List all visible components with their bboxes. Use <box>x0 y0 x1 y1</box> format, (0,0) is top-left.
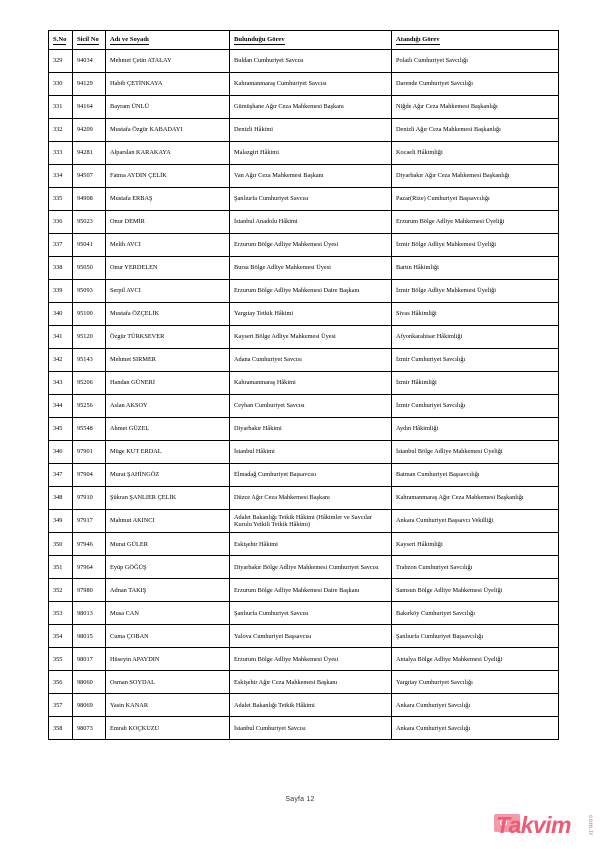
table-body <box>49 50 559 740</box>
table-row <box>49 648 559 671</box>
cell-ad: Adnan TAKIŞ <box>106 579 230 602</box>
cell-sno: 349 <box>49 510 73 533</box>
cell-sno: 344 <box>49 395 73 418</box>
cell-bulundu: Adalet Bakanlığı Tetkik Hâkimi (Hâkimler ve Savcılar Kurulu Yetkili Tetkik Hâkimi) <box>230 510 392 533</box>
cell-atandi: İzmir Hâkimliği <box>392 372 559 395</box>
table-row <box>49 73 559 96</box>
cell-ad: Ahmet GÜZEL <box>106 418 230 441</box>
appointments-table-container <box>48 30 558 740</box>
cell-sno: 346 <box>49 441 73 464</box>
cell-atandi: İstanbul Bölge Adliye Mahkemesi Üyeliği <box>392 441 559 464</box>
table-header <box>49 31 559 50</box>
cell-bulundu: Denizli Hâkimi <box>230 119 392 142</box>
cell-atandi: Sivas Hâkimliği <box>392 303 559 326</box>
cell-sicil: 94129 <box>73 73 106 96</box>
cell-sicil: 97917 <box>73 510 106 533</box>
cell-sno: 335 <box>49 188 73 211</box>
cell-atandi: Şanlıurfa Cumhuriyet Başsavcılığı <box>392 625 559 648</box>
cell-bulundu: Adana Cumhuriyet Savcısı <box>230 349 392 372</box>
cell-ad: Musa CAN <box>106 602 230 625</box>
cell-sicil: 97964 <box>73 556 106 579</box>
cell-sicil: 94507 <box>73 165 106 188</box>
cell-bulundu: Erzurum Bölge Adliye Mahkemesi Üyesi <box>230 234 392 257</box>
cell-atandi: Ankara Cumhuriyet Savcılığı <box>392 694 559 717</box>
page-footer <box>0 796 600 803</box>
cell-sno: 342 <box>49 349 73 372</box>
cell-atandi: Kayseri Hâkimliği <box>392 533 559 556</box>
watermark-logo <box>494 812 594 845</box>
cell-atandi: Darende Cumhuriyet Savcılığı <box>392 73 559 96</box>
cell-atandi: Denizli Ağır Ceza Mahkemesi Başkanlığı <box>392 119 559 142</box>
table-row <box>49 211 559 234</box>
cell-bulundu: Van Ağır Ceza Mahkemesi Başkanı <box>230 165 392 188</box>
cell-ad: Onur DEMİR <box>106 211 230 234</box>
cell-atandi: Samsun Bölge Adliye Mahkemesi Üyeliği <box>392 579 559 602</box>
cell-sicil: 97901 <box>73 441 106 464</box>
cell-bulundu: Yargıtay Tetkik Hâkimi <box>230 303 392 326</box>
cell-atandi: Bartın Hâkimliği <box>392 257 559 280</box>
cell-sno: 339 <box>49 280 73 303</box>
page-number-label: Sayfa 12 <box>285 796 315 803</box>
cell-sicil: 95256 <box>73 395 106 418</box>
cell-ad: Hüseyin APAYDIN <box>106 648 230 671</box>
cell-atandi: Erzurum Bölge Adliye Mahkemesi Üyeliği <box>392 211 559 234</box>
cell-ad: Yasin KANAR <box>106 694 230 717</box>
watermark-tld-text: com.tr <box>587 815 593 836</box>
cell-ad: Alparslan KARAKAYA <box>106 142 230 165</box>
cell-ad: Murat GÜLER <box>106 533 230 556</box>
cell-sno: 336 <box>49 211 73 234</box>
table-row <box>49 579 559 602</box>
table-row <box>49 349 559 372</box>
cell-ad: Mehmet SIRMER <box>106 349 230 372</box>
watermark-brand-name: akvim <box>508 812 571 838</box>
cell-ad: Fatma AYDIN ÇELİK <box>106 165 230 188</box>
column-header-bulundu-label: Bulunduğu Görev <box>234 36 285 43</box>
cell-sicil: 95041 <box>73 234 106 257</box>
cell-atandi: Niğde Ağır Ceza Mahkemesi Başkanlığı <box>392 96 559 119</box>
column-header-sicil-label: Sicil No <box>77 36 99 43</box>
table-row <box>49 510 559 533</box>
cell-atandi: Ankara Cumhuriyet Başsavcı Vekilliği <box>392 510 559 533</box>
table-row <box>49 165 559 188</box>
cell-sno: 354 <box>49 625 73 648</box>
cell-sno: 355 <box>49 648 73 671</box>
table-row <box>49 142 559 165</box>
table-row <box>49 441 559 464</box>
cell-bulundu: Erzurum Bölge Adliye Mahkemesi Üyesi <box>230 648 392 671</box>
cell-sno: 353 <box>49 602 73 625</box>
cell-ad: Osman SOYDAL <box>106 671 230 694</box>
cell-sicil: 95548 <box>73 418 106 441</box>
cell-atandi: Batman Cumhuriyet Başsavcılığı <box>392 464 559 487</box>
cell-bulundu: Erzurum Bölge Adliye Mahkemesi Daire Başkanı <box>230 579 392 602</box>
cell-sno: 351 <box>49 556 73 579</box>
cell-ad: Eyüp GÖĞÜŞ <box>106 556 230 579</box>
cell-sicil: 98015 <box>73 625 106 648</box>
cell-atandi: Polatlı Cumhuriyet Savcılığı <box>392 50 559 73</box>
cell-ad: Cuma ÇOBAN <box>106 625 230 648</box>
cell-atandi: İzmir Bölge Adliye Mahkemesi Üyeliği <box>392 280 559 303</box>
cell-ad: Murat ŞAHİNGÖZ <box>106 464 230 487</box>
cell-atandi: Ankara Cumhuriyet Savcılığı <box>392 717 559 740</box>
cell-ad: Özgür TÜRKSEVER <box>106 326 230 349</box>
cell-sicil: 95023 <box>73 211 106 234</box>
cell-bulundu: Kahramanmaraş Cumhuriyet Savcısı <box>230 73 392 96</box>
cell-sno: 350 <box>49 533 73 556</box>
column-header-sicil <box>73 31 106 50</box>
cell-sicil: 95206 <box>73 372 106 395</box>
cell-bulundu: İstanbul Cumhuriyet Savcısı <box>230 717 392 740</box>
table-row <box>49 418 559 441</box>
table-row <box>49 671 559 694</box>
table-row <box>49 625 559 648</box>
column-header-ad <box>106 31 230 50</box>
cell-atandi: Afyonkarahisar Hâkimliği <box>392 326 559 349</box>
cell-bulundu: Bursa Bölge Adliye Mahkemesi Üyesi <box>230 257 392 280</box>
table-row <box>49 372 559 395</box>
cell-bulundu: Diyarbakır Hâkimi <box>230 418 392 441</box>
cell-ad: Habib ÇETİNKAYA <box>106 73 230 96</box>
cell-sicil: 98013 <box>73 602 106 625</box>
column-header-sno <box>49 31 73 50</box>
table-row <box>49 234 559 257</box>
cell-ad: Müge KUT ERDAL <box>106 441 230 464</box>
cell-sicil: 97980 <box>73 579 106 602</box>
cell-bulundu: Malazgirt Hâkimi <box>230 142 392 165</box>
column-header-atandi-label: Atandığı Görev <box>396 36 440 43</box>
cell-sicil: 94209 <box>73 119 106 142</box>
cell-bulundu: Eskişehir Ağır Ceza Mahkemesi Başkanı <box>230 671 392 694</box>
table-row <box>49 280 559 303</box>
cell-sno: 340 <box>49 303 73 326</box>
table-row <box>49 188 559 211</box>
watermark-brand-initial: T <box>496 812 509 838</box>
cell-sno: 331 <box>49 96 73 119</box>
cell-atandi: Kocaeli Hâkimliği <box>392 142 559 165</box>
cell-sno: 352 <box>49 579 73 602</box>
cell-sno: 347 <box>49 464 73 487</box>
cell-sicil: 94034 <box>73 50 106 73</box>
table-row <box>49 50 559 73</box>
cell-sno: 330 <box>49 73 73 96</box>
cell-ad: Şükran ŞANLIER ÇELİK <box>106 487 230 510</box>
cell-ad: Mustafa ERBAŞ <box>106 188 230 211</box>
table-row <box>49 96 559 119</box>
cell-bulundu: Ceyhan Cumhuriyet Savcısı <box>230 395 392 418</box>
cell-bulundu: Gümüşhane Ağır Ceza Mahkemesi Başkanı <box>230 96 392 119</box>
table-header-row <box>49 31 559 50</box>
cell-atandi: Diyarbakır Ağır Ceza Mahkemesi Başkanlığı <box>392 165 559 188</box>
watermark-brand-text <box>496 814 571 837</box>
cell-sicil: 94908 <box>73 188 106 211</box>
cell-atandi: Kahramanmaraş Ağır Ceza Mahkemesi Başkanlığı <box>392 487 559 510</box>
cell-ad: Mustafa Özgür KABADAYI <box>106 119 230 142</box>
table-row <box>49 326 559 349</box>
cell-sno: 358 <box>49 717 73 740</box>
cell-bulundu: Şanlıurfa Cumhuriyet Savcısı <box>230 188 392 211</box>
cell-sno: 334 <box>49 165 73 188</box>
table-row <box>49 694 559 717</box>
cell-sicil: 97904 <box>73 464 106 487</box>
cell-sno: 329 <box>49 50 73 73</box>
cell-bulundu: Adalet Bakanlığı Tetkik Hâkimi <box>230 694 392 717</box>
cell-bulundu: Yalova Cumhuriyet Başsavcısı <box>230 625 392 648</box>
cell-ad: Mahmut AKINCI <box>106 510 230 533</box>
cell-sicil: 97946 <box>73 533 106 556</box>
cell-sno: 356 <box>49 671 73 694</box>
appointments-table <box>48 30 559 740</box>
cell-atandi: Trabzon Cumhuriyet Savcılığı <box>392 556 559 579</box>
table-row <box>49 487 559 510</box>
cell-atandi: İzmir Bölge Adliye Mahkemesi Üyeliği <box>392 234 559 257</box>
column-header-sno-label: S.No <box>53 36 67 43</box>
cell-atandi: Pazar(Rize) Cumhuriyet Başsavcılığı <box>392 188 559 211</box>
cell-sicil: 95120 <box>73 326 106 349</box>
cell-sicil: 94281 <box>73 142 106 165</box>
cell-sicil: 95143 <box>73 349 106 372</box>
cell-ad: Bayram ÜNLÜ <box>106 96 230 119</box>
cell-bulundu: İstanbul Hâkimi <box>230 441 392 464</box>
cell-sicil: 95093 <box>73 280 106 303</box>
cell-sicil: 97910 <box>73 487 106 510</box>
cell-ad: Melih AVCI <box>106 234 230 257</box>
table-row <box>49 533 559 556</box>
cell-bulundu: Elmadağ Cumhuriyet Başsavcısı <box>230 464 392 487</box>
cell-sicil: 95100 <box>73 303 106 326</box>
column-header-bulundu <box>230 31 392 50</box>
table-row <box>49 556 559 579</box>
cell-sicil: 98060 <box>73 671 106 694</box>
cell-bulundu: Erzurum Bölge Adliye Mahkemesi Daire Başkanı <box>230 280 392 303</box>
cell-atandi: İzmir Cumhuriyet Savcılığı <box>392 395 559 418</box>
table-row <box>49 303 559 326</box>
cell-sicil: 98069 <box>73 694 106 717</box>
table-row <box>49 602 559 625</box>
cell-bulundu: Kayseri Bölge Adliye Mahkemesi Üyesi <box>230 326 392 349</box>
cell-bulundu: Şanlıurfa Cumhuriyet Savcısı <box>230 602 392 625</box>
cell-ad: Handan GÜNERİ <box>106 372 230 395</box>
cell-sicil: 98073 <box>73 717 106 740</box>
cell-sno: 333 <box>49 142 73 165</box>
cell-bulundu: Düzce Ağır Ceza Mahkemesi Başkanı <box>230 487 392 510</box>
cell-ad: Onur YERDELEN <box>106 257 230 280</box>
table-row <box>49 464 559 487</box>
table-row <box>49 717 559 740</box>
cell-atandi: Antalya Bölge Adliye Mahkemesi Üyeliği <box>392 648 559 671</box>
cell-bulundu: Buldan Cumhuriyet Savcısı <box>230 50 392 73</box>
cell-sicil: 98017 <box>73 648 106 671</box>
cell-bulundu: İstanbul Anadolu Hâkimi <box>230 211 392 234</box>
cell-atandi: Bakırköy Cumhuriyet Savcılığı <box>392 602 559 625</box>
cell-sno: 345 <box>49 418 73 441</box>
cell-ad: Serpil AVCI <box>106 280 230 303</box>
cell-sicil: 95050 <box>73 257 106 280</box>
table-row <box>49 119 559 142</box>
cell-ad: Aslan AKSOY <box>106 395 230 418</box>
cell-sno: 338 <box>49 257 73 280</box>
cell-ad: Emrah KOÇKUZU <box>106 717 230 740</box>
cell-sno: 341 <box>49 326 73 349</box>
cell-bulundu: Diyarbakır Bölge Adliye Mahkemesi Cumhuriyet Savcısı <box>230 556 392 579</box>
cell-sno: 337 <box>49 234 73 257</box>
cell-bulundu: Kahramanmaraş Hâkimi <box>230 372 392 395</box>
cell-bulundu: Eskişehir Hâkimi <box>230 533 392 556</box>
cell-ad: Mehmet Çetin ATALAY <box>106 50 230 73</box>
table-row <box>49 395 559 418</box>
cell-sno: 343 <box>49 372 73 395</box>
cell-atandi: İzmir Cumhuriyet Savcılığı <box>392 349 559 372</box>
column-header-ad-label: Adı ve Soyadı <box>110 36 149 43</box>
cell-sicil: 94164 <box>73 96 106 119</box>
cell-sno: 348 <box>49 487 73 510</box>
table-row <box>49 257 559 280</box>
column-header-atandi <box>392 31 559 50</box>
cell-atandi: Aydın Hâkimliği <box>392 418 559 441</box>
cell-ad: Mustafa ÖZÇELİK <box>106 303 230 326</box>
cell-sno: 357 <box>49 694 73 717</box>
cell-sno: 332 <box>49 119 73 142</box>
cell-atandi: Yargıtay Cumhuriyet Savcılığı <box>392 671 559 694</box>
